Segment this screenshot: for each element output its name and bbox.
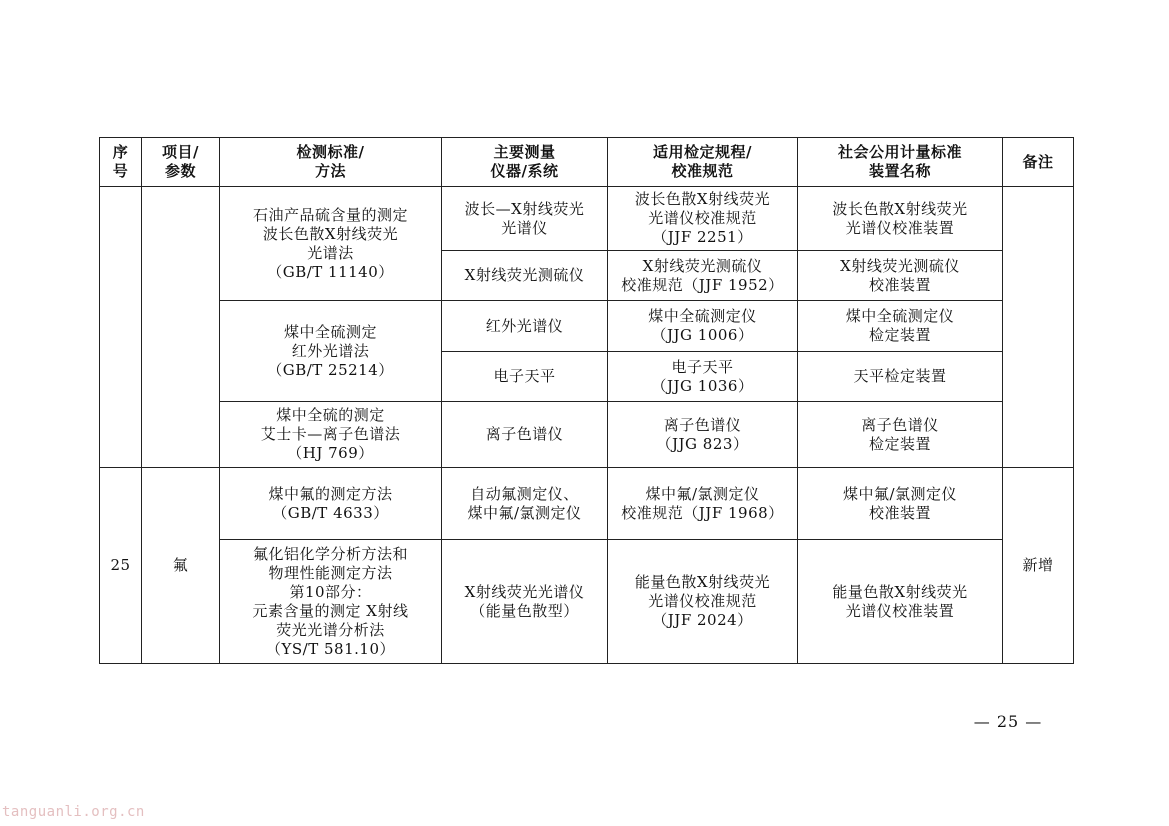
- cell-regulation: 煤中全硫测定仪 （JJG 1006）: [608, 301, 798, 352]
- cell-facility: 煤中氟/氯测定仪 校准装置: [798, 468, 1003, 540]
- cell-remark-empty: [1003, 187, 1074, 468]
- cell-seq-empty: [100, 187, 142, 468]
- cell-regulation: 波长色散X射线荧光 光谱仪校准规范 （JJF 2251）: [608, 187, 798, 251]
- header-item: 项目/ 参数: [142, 138, 220, 187]
- cell-standard: 氟化铝化学分析方法和 物理性能测定方法 第10部分： 元素含量的测定 X射线 荧光光谱分析法 （YS/T 581.10）: [220, 540, 442, 664]
- cell-regulation: X射线荧光测硫仪 校准规范（JJF 1952）: [608, 251, 798, 301]
- cell-regulation: 离子色谱仪 （JJG 823）: [608, 402, 798, 468]
- cell-facility: 波长色散X射线荧光 光谱仪校准装置: [798, 187, 1003, 251]
- table-row: [100, 540, 1074, 664]
- cell-standard: 煤中氟的测定方法 （GB/T 4633）: [220, 468, 442, 540]
- cell-instrument: X射线荧光光谱仪 （能量色散型）: [442, 540, 608, 664]
- cell-regulation: 煤中氟/氯测定仪 校准规范（JJF 1968）: [608, 468, 798, 540]
- header-facility: 社会公用计量标准 装置名称: [798, 138, 1003, 187]
- header-seq: 序 号: [100, 138, 142, 187]
- watermark: tanguanli.org.cn: [2, 804, 145, 820]
- cell-regulation: 能量色散X射线荧光 光谱仪校准规范 （JJF 2024）: [608, 540, 798, 664]
- cell-instrument: 电子天平: [442, 352, 608, 402]
- cell-regulation: 电子天平 （JJG 1036）: [608, 352, 798, 402]
- cell-instrument: 波长—X射线荧光 光谱仪: [442, 187, 608, 251]
- cell-instrument: X射线荧光测硫仪: [442, 251, 608, 301]
- header-standard: 检测标准/ 方法: [220, 138, 442, 187]
- cell-instrument: 离子色谱仪: [442, 402, 608, 468]
- cell-item-empty: [142, 187, 220, 468]
- cell-seq: 25: [100, 468, 142, 664]
- table-header-row: [100, 138, 1074, 187]
- cell-facility: 煤中全硫测定仪 检定装置: [798, 301, 1003, 352]
- header-regulation: 适用检定规程/ 校准规范: [608, 138, 798, 187]
- cell-instrument: 自动氟测定仪、 煤中氟/氯测定仪: [442, 468, 608, 540]
- header-remark: 备注: [1003, 138, 1074, 187]
- table-row: [100, 402, 1074, 468]
- cell-remark: 新增: [1003, 468, 1074, 664]
- cell-standard: 石油产品硫含量的测定 波长色散X射线荧光 光谱法 （GB/T 11140）: [220, 187, 442, 301]
- cell-item: 氟: [142, 468, 220, 664]
- cell-facility: X射线荧光测硫仪 校准装置: [798, 251, 1003, 301]
- table-row: [100, 301, 1074, 352]
- cell-standard: 煤中全硫的测定 艾士卡—离子色谱法 （HJ 769）: [220, 402, 442, 468]
- cell-facility: 天平检定装置: [798, 352, 1003, 402]
- page-number: — 25 —: [973, 712, 1043, 731]
- cell-facility: 能量色散X射线荧光 光谱仪校准装置: [798, 540, 1003, 664]
- header-instrument: 主要测量 仪器/系统: [442, 138, 608, 187]
- cell-standard: 煤中全硫测定 红外光谱法 （GB/T 25214）: [220, 301, 442, 402]
- table-row: [100, 468, 1074, 540]
- standards-table: [99, 137, 1074, 664]
- cell-facility: 离子色谱仪 检定装置: [798, 402, 1003, 468]
- table-row: [100, 187, 1074, 251]
- cell-instrument: 红外光谱仪: [442, 301, 608, 352]
